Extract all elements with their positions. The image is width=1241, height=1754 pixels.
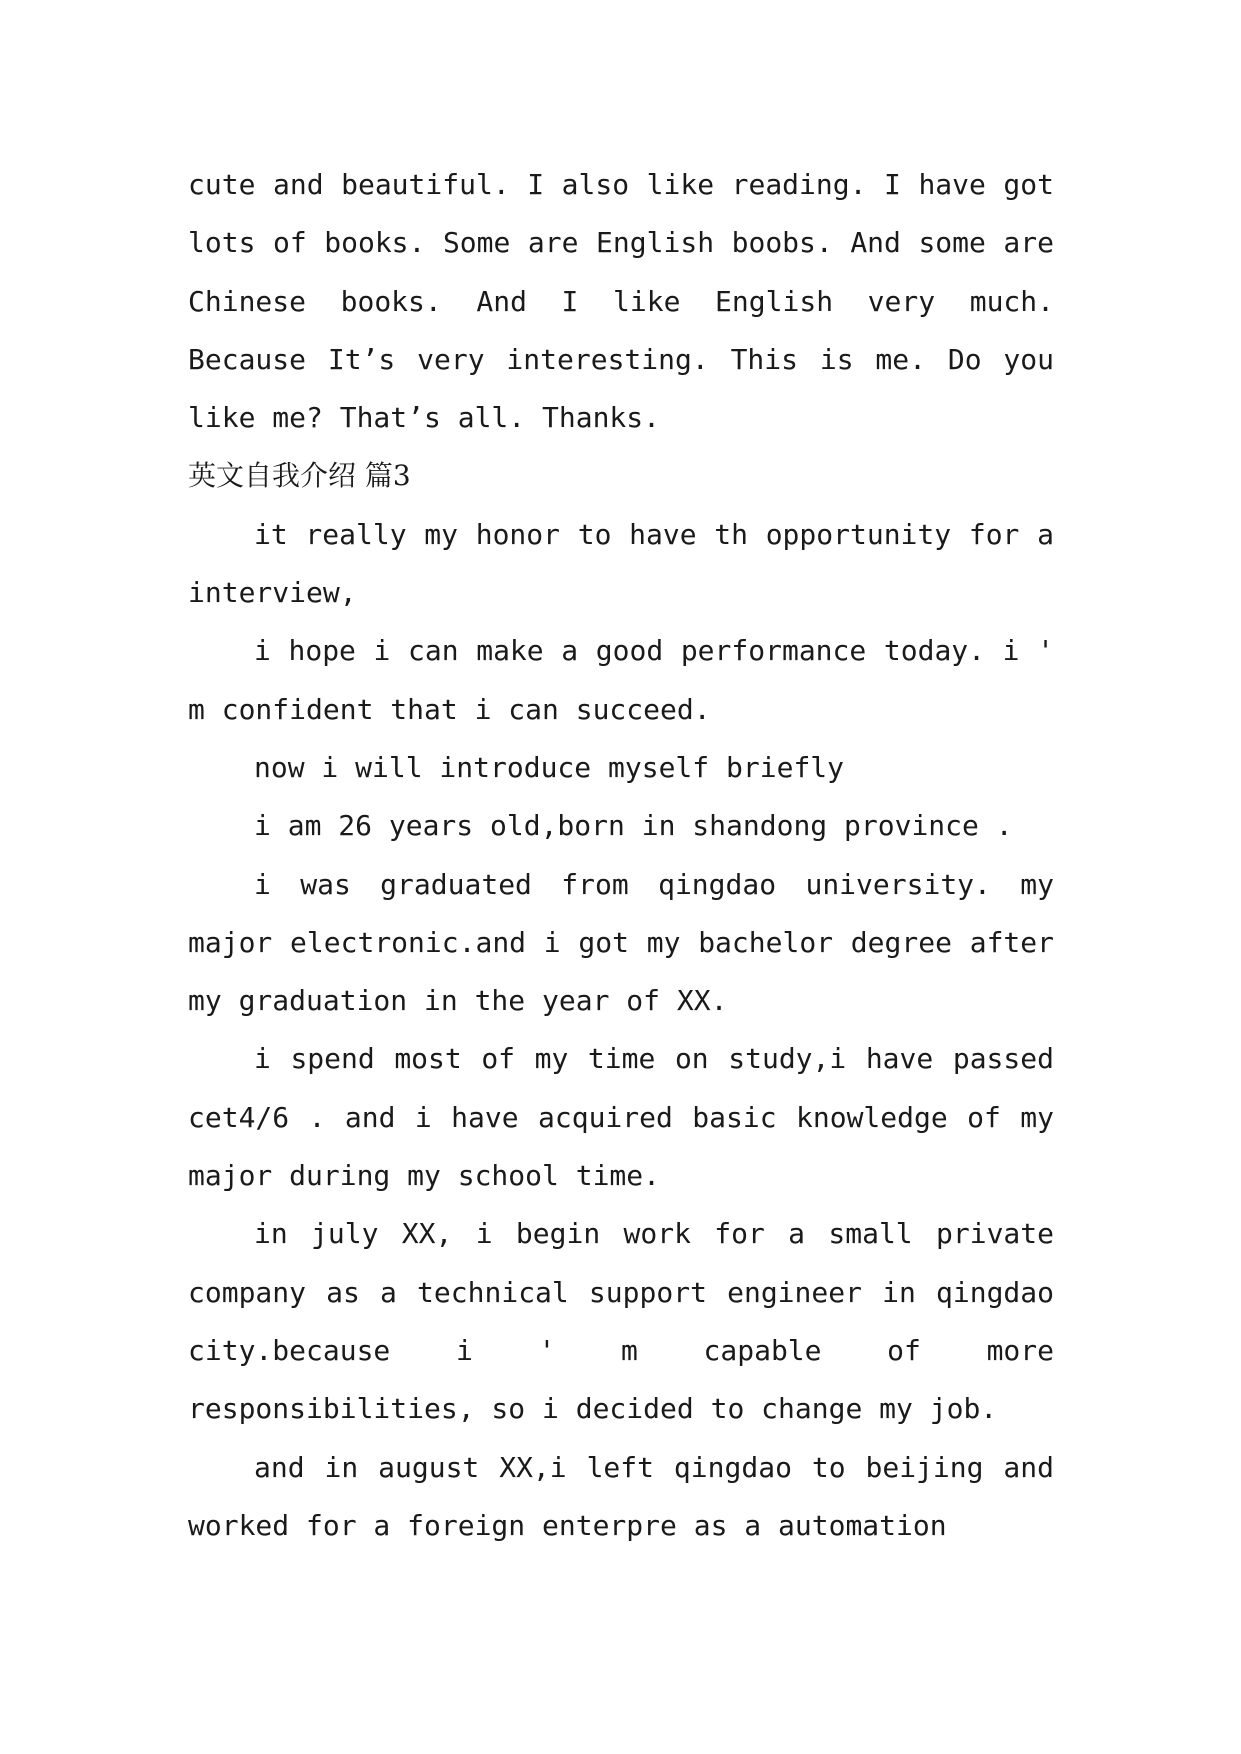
paragraph-performance: i hope i can make a good performance today. i ' m confident that i can succeed. (188, 634, 1054, 726)
paragraph-beijing: and in august XX,i left qingdao to beijing and worked for a foreign enterpre as a automation (188, 1450, 1054, 1542)
paragraph-first-job: in july XX, i begin work for a small private company as a technical support engineer in qingdao city.because i ' m capable of more responsibilities, so i decided to change my job. (188, 1217, 1054, 1426)
paragraph-opportunity: it really my honor to have th opportunity for a interview, (188, 517, 1054, 610)
paragraph-age: i am 26 years old,born in shandong province . (254, 809, 1013, 843)
paragraph-education: i was graduated from qingdao university. my major electronic.and i got my bachelor degree after my graduation in the year of XX. (188, 867, 1054, 1018)
paragraph-introduce: now i will introduce myself briefly (254, 750, 845, 784)
document-body (188, 156, 1054, 1555)
paragraph-continued: cute and beautiful. I also like reading. I have got lots of books. Some are English boobs. And some are Chinese books. And I like English very much. Because It’s very interesting. This is me. Do you like me? That’s all. Thanks. (188, 168, 1054, 435)
section-heading: 英文自我介绍 篇3 (188, 459, 411, 493)
paragraph-study: i spend most of my time on study,i have passed cet4/6 . and i have acquired basic knowledge of my major during my school time. (188, 1042, 1054, 1193)
